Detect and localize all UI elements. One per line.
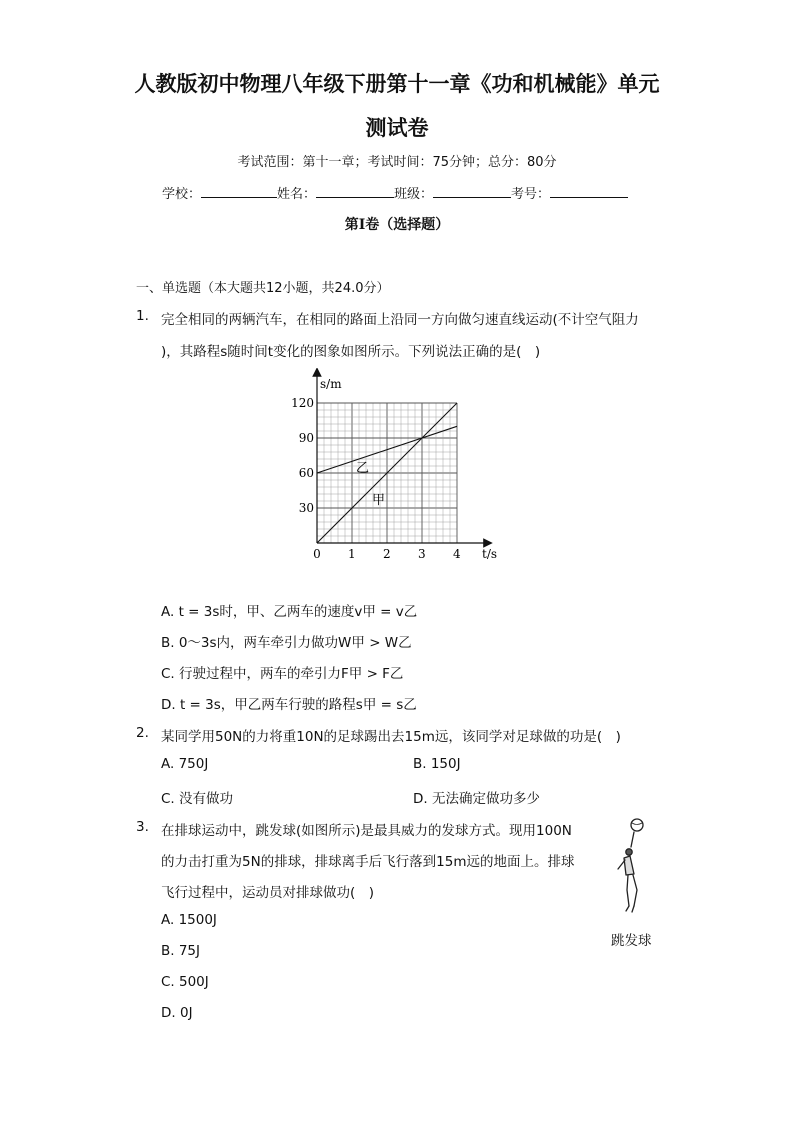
paper-title-line1: 人教版初中物理八年级下册第十一章《功和机械能》单元: [134, 71, 660, 96]
q3-option-a[interactable]: A. 1500J: [161, 912, 217, 928]
right-foot: [632, 906, 634, 912]
figure-caption: 跳发球: [611, 933, 652, 949]
field-id-label: 考号：: [511, 187, 551, 202]
q1-option-d[interactable]: D. t = 3s，甲乙两车行驶的路程s甲 = s乙: [161, 697, 417, 713]
q3-option-c[interactable]: C. 500J: [161, 974, 209, 990]
q2-option-b[interactable]: B. 150J: [413, 756, 461, 772]
q1-number: 1.: [136, 308, 149, 324]
field-class-blank[interactable]: [433, 185, 511, 198]
q1-text-line2: )，其路程s随时间t变化的图象如图所示。下列说法正确的是( ): [161, 344, 541, 360]
q1-option-c[interactable]: C. 行驶过程中，两车的牵引力F甲 > F乙: [161, 666, 404, 682]
q3-text-line1: 在排球运动中，跳发球(如图所示)是最具威力的发球方式。现用100N: [161, 823, 572, 839]
q3-text-line2: 的力击打重为5N的排球，排球离手后飞行落到15m远的地面上。排球: [161, 854, 575, 870]
volume-heading: 第I卷（选择题）: [344, 217, 450, 233]
q2-option-c[interactable]: C. 没有做功: [161, 791, 234, 807]
paper-title-line2: 测试卷: [365, 115, 429, 140]
series-label-jia: 甲: [372, 493, 386, 508]
field-school-label: 学校：: [162, 187, 202, 202]
q1-option-b[interactable]: B. 0～3s内，两车牵引力做功W甲 > W乙: [161, 635, 412, 651]
field-id-blank[interactable]: [550, 185, 628, 198]
x-tick-label: 0: [313, 547, 321, 561]
left-leg: [627, 875, 629, 906]
q1-st-chart: [290, 368, 520, 568]
field-school-blank[interactable]: [201, 185, 277, 198]
q1-option-a[interactable]: A. t = 3s时，甲、乙两车的速度v甲 = v乙: [161, 604, 418, 620]
volleyball-icon: [631, 819, 643, 831]
x-axis-label: t/s: [482, 547, 498, 561]
y-tick-label: 90: [298, 431, 314, 445]
q1-text-line1: 完全相同的两辆汽车，在相同的路面上沿同一方向做匀速直线运动(不计空气阻力: [161, 312, 639, 328]
exam-info: 考试范围：第十一章；考试时间：75分钟；总分：80分: [237, 155, 557, 170]
field-name-blank[interactable]: [316, 185, 394, 198]
x-tick-label: 3: [418, 547, 426, 561]
y-axis-label: s/m: [320, 377, 342, 391]
q3-text-line3: 飞行过程中，运动员对排球做功( ): [161, 885, 375, 901]
field-name-label: 姓名：: [277, 187, 317, 202]
raised-arm: [631, 832, 634, 847]
left-foot: [626, 906, 629, 911]
x-tick-label: 1: [348, 547, 356, 561]
y-tick-label: 120: [291, 396, 314, 410]
right-leg: [633, 875, 637, 906]
y-tick-label: 30: [298, 501, 314, 515]
field-class-label: 班级：: [394, 187, 434, 202]
q3-option-b[interactable]: B. 75J: [161, 943, 201, 959]
q2-text: 某同学用50N的力将重10N的足球踢出去15m远，该同学对足球做的功是( ): [161, 729, 621, 745]
lower-arm: [618, 860, 625, 869]
x-tick-label: 2: [383, 547, 391, 561]
y-tick-label: 60: [298, 466, 314, 480]
x-tick-label: 4: [453, 547, 461, 561]
section-heading: 一、单选题（本大题共12小题，共24.0分）: [136, 281, 390, 296]
jump-serve-figure: [610, 814, 658, 926]
athlete-head: [626, 849, 632, 855]
q2-option-a[interactable]: A. 750J: [161, 756, 209, 772]
q2-option-d[interactable]: D. 无法确定做功多少: [413, 791, 540, 807]
q3-number: 3.: [136, 819, 149, 835]
q2-number: 2.: [136, 725, 149, 741]
series-label-yi: 乙: [356, 461, 370, 476]
q3-option-d[interactable]: D. 0J: [161, 1005, 193, 1021]
student-fields: [162, 183, 628, 202]
athlete-torso: [624, 856, 634, 875]
